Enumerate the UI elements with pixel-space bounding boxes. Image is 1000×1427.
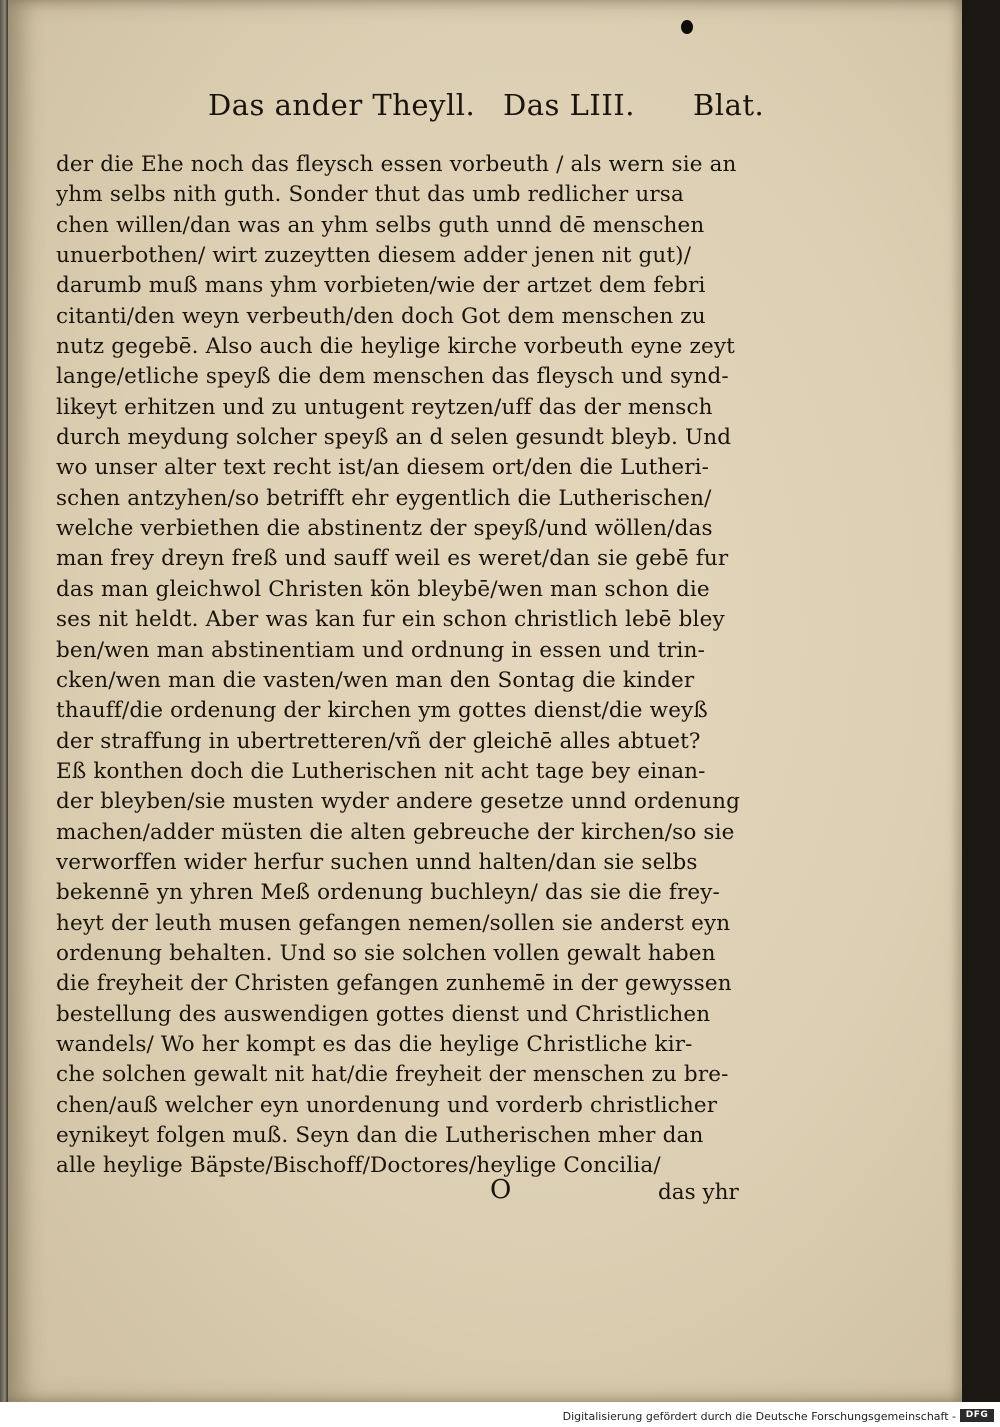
text-line: man frey dreyn freß und sauff weil es weret/dan sie gebē fur [56, 546, 729, 572]
text-line: che solchen gewalt nit hat/die freyheit der menschen zu bre- [56, 1062, 729, 1088]
text-line: ses nit heldt. Aber was kan fur ein schon christlich lebē bley [56, 607, 725, 633]
text-line: der die Ehe noch das fleysch essen vorbeuth / als wern sie an [56, 152, 737, 177]
page-hole-mark [681, 20, 693, 34]
catchword: das yhr [658, 1180, 739, 1205]
text-line: citanti/den weyn verbeuth/den doch Got dem menschen zu [56, 303, 706, 329]
header-folio-number: Das LIII. [503, 88, 635, 122]
text-line: Eß konthen doch die Lutherischen nit acht tage bey einan- [56, 758, 706, 784]
text-line: wo unser alter text recht ist/an diesem ort/den die Lutheri- [56, 455, 710, 481]
signature-mark: O [490, 1175, 512, 1205]
text-line: alle heylige Bäpste/Bischoff/Doctores/heylige Concilia/ [56, 1153, 661, 1179]
text-line: durch meydung solcher speyß an d selen gesundt bleyb. Und [56, 425, 732, 451]
body-text [56, 150, 768, 1182]
text-line: schen antzyhen/so betrifft ehr eygentlich die Lutherischen/ [56, 485, 712, 511]
text-line: bekennē yn yhren Meß ordenung buchleyn/ das sie die frey- [56, 880, 720, 906]
text-line: lange/etliche speyß die dem menschen das fleysch und synd- [56, 364, 729, 390]
text-line: darumb muß mans yhm vorbieten/wie der artzet dem febri [56, 273, 706, 299]
footer-credit-text: Digitalisierung gefördert durch die Deutsche Forschungsgemeinschaft - [562, 1410, 956, 1423]
text-line: chen willen/dan was an yhm selbs guth unnd dē menschen [56, 212, 705, 238]
text-line: ordenung behalten. Und so sie solchen vollen gewalt haben [56, 940, 716, 966]
text-line: wandels/ Wo her kompt es das die heylige Christliche kir- [56, 1031, 693, 1057]
text-line: thauff/die ordenung der kirchen ym gottes dienst/die weyß [56, 698, 708, 724]
text-line: welche verbiethen die abstinentz der speyß/und wöllen/das [56, 516, 713, 542]
text-line: cken/wen man die vasten/wen man den Sontag die kinder [56, 667, 695, 693]
text-line: das man gleichwol Christen kön bleybē/wen man schon die [56, 576, 710, 602]
text-line: chen/auß welcher eyn unordenung und vorderb christlicher [56, 1092, 718, 1118]
text-line: unuerbothen/ wirt zuzeytten diesem adder jenen nit gut)/ [56, 243, 692, 269]
text-line: der straffung in ubertretteren/vñ der gleichē alles abtuet? [56, 728, 701, 754]
text-line: machen/adder müsten die alten gebreuche der kirchen/so sie [56, 819, 735, 845]
running-header [208, 84, 778, 134]
text-line: likeyt erhitzen und zu untugent reytzen/uff das der mensch [56, 394, 713, 420]
text-line: der bleyben/sie musten wyder andere gesetze unnd ordenung [56, 789, 741, 815]
header-folio-label: Blat. [693, 88, 765, 122]
text-line: verworffen wider herfur suchen unnd halten/dan sie selbs [56, 849, 698, 875]
book-page [8, 0, 962, 1402]
text-line: ben/wen man abstinentiam und ordnung in essen und trin- [56, 637, 705, 663]
dfg-logo: DFG [960, 1409, 994, 1422]
text-line: heyt der leuth musen gefangen nemen/sollen sie anderst eyn [56, 910, 731, 936]
text-line: nutz gegebē. Also auch die heylige kirche vorbeuth eyne zeyt [56, 334, 735, 360]
text-line: die freyheit der Christen gefangen zunhemē in der gewyssen [56, 971, 732, 997]
header-section-title: Das ander Theyll. [208, 88, 476, 122]
text-line: eynikeyt folgen muß. Seyn dan die Lutherischen mher dan [56, 1123, 704, 1148]
book-binding-edge [0, 0, 8, 1402]
text-line: bestellung des auswendigen gottes dienst und Christlichen [56, 1001, 711, 1027]
text-line: yhm selbs nith guth. Sonder thut das umb redlicher ursa [56, 182, 684, 208]
